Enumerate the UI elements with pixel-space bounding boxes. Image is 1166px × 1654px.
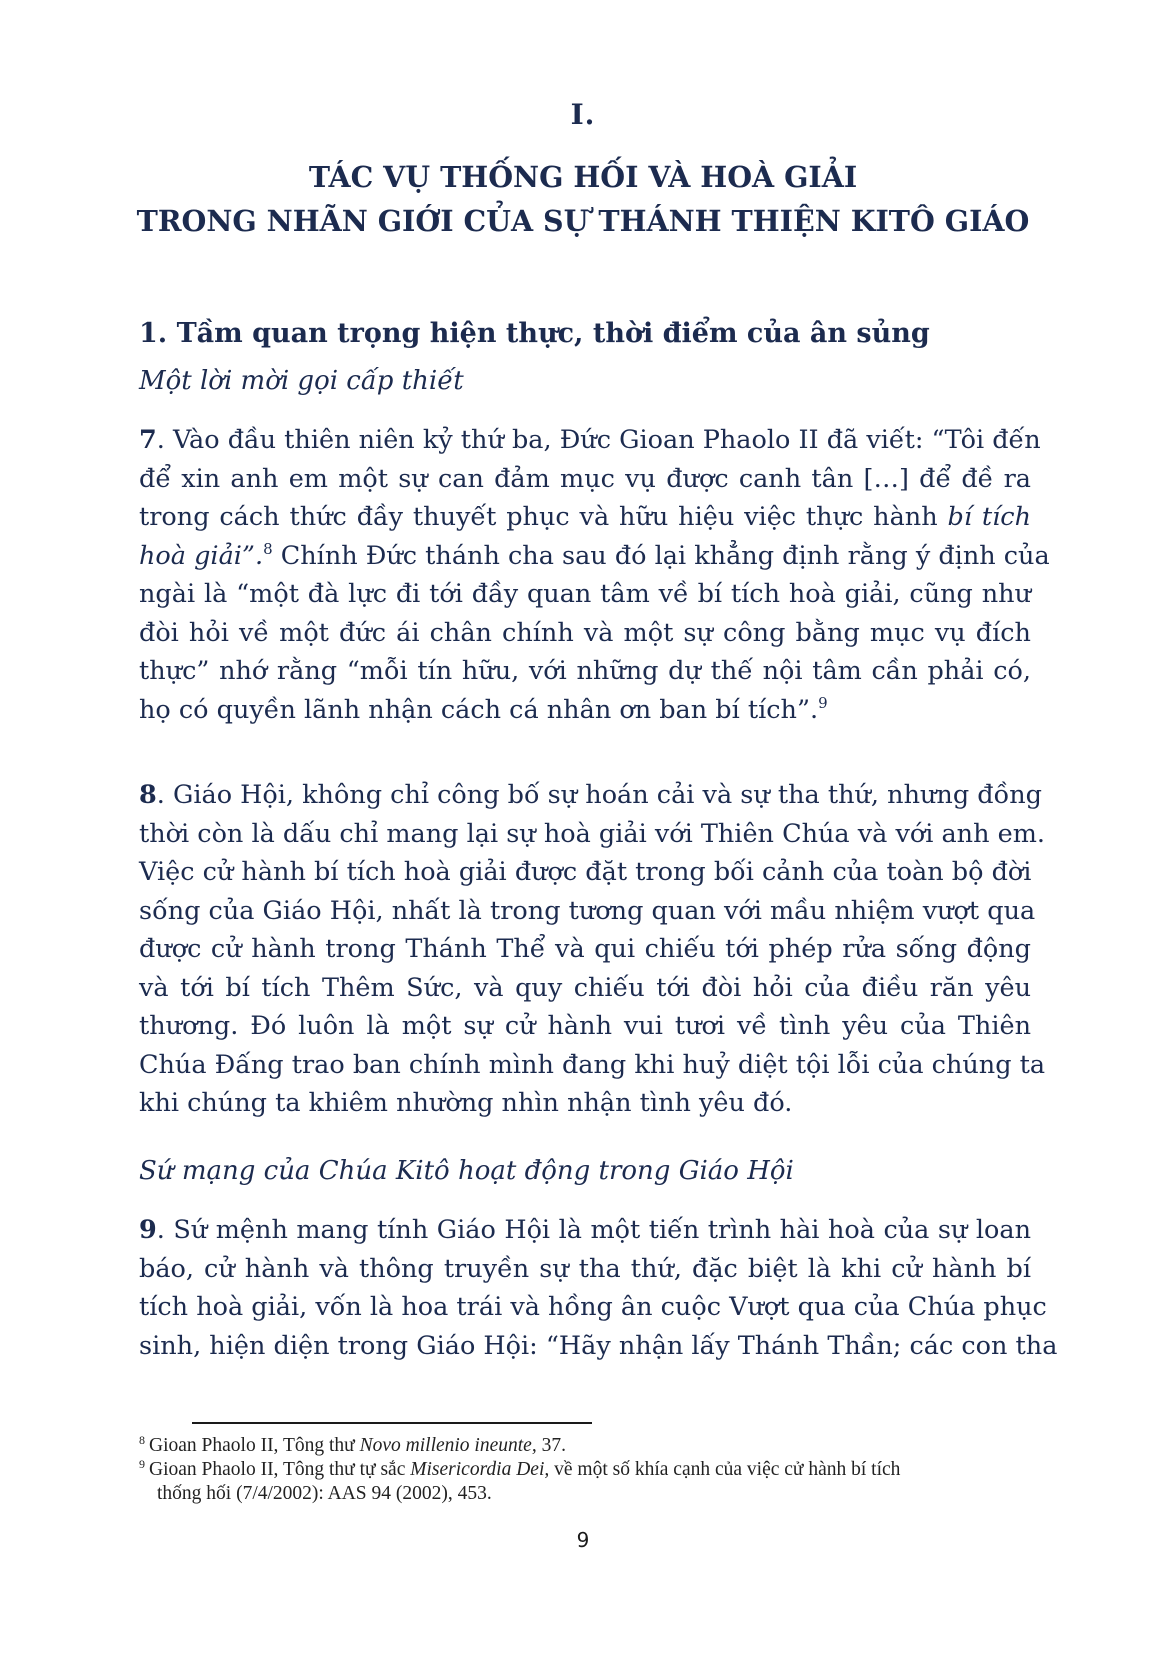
paragraph-line bbox=[139, 1211, 1031, 1250]
paragraph-line: Việc cử hành bí tích hoà giải được đặt trong bối cảnh của toàn bộ đời bbox=[139, 857, 1032, 887]
footnote-italic: Novo millenio ineunte, bbox=[359, 1435, 537, 1456]
paragraph-line: ngài là “một đà lực đi tới đầy quan tâm về bí tích hoà giải, cũng như bbox=[139, 579, 1031, 609]
footnote-separator bbox=[192, 1422, 592, 1424]
paragraph-line: thời còn là dấu chỉ mang lại sự hoà giải với Thiên Chúa và với anh em. bbox=[139, 818, 1046, 849]
footnote-italic: Misericordia Dei, bbox=[410, 1459, 550, 1480]
italic-text: hoà giải”. bbox=[139, 540, 264, 571]
paragraph-line: để xin anh em một sự can đảm mục vụ được canh tân […] để đề ra bbox=[139, 463, 1031, 494]
paragraph-7 bbox=[139, 421, 1050, 729]
line-text: Chính Đức thánh cha sau đó lại khẳng định rằng ý định của bbox=[272, 540, 1050, 571]
footnote-8 bbox=[139, 1434, 1039, 1458]
page-number: 9 bbox=[576, 1528, 590, 1552]
section-heading: 1. Tầm quan trọng hiện thực, thời điểm của ân sủng bbox=[139, 318, 930, 349]
line-text: . Giáo Hội, không chỉ công bố sự hoán cải và sự tha thứ, nhưng đồng bbox=[156, 780, 1042, 810]
chapter-number: I. bbox=[570, 98, 596, 131]
paragraph-number: 9 bbox=[139, 1215, 157, 1245]
footnote-ref-8[interactable]: 8 bbox=[263, 539, 273, 558]
subheading-mission-of-christ: Sứ mạng của Chúa Kitô hoạt động trong Giáo Hội bbox=[139, 1156, 794, 1186]
paragraph-line: sinh, hiện diện trong Giáo Hội: “Hãy nhận lấy Thánh Thần; các con tha bbox=[139, 1330, 1058, 1361]
paragraph-line: Chúa Đấng trao ban chính mình đang khi huỷ diệt tội lỗi của chúng ta bbox=[139, 1049, 1046, 1080]
paragraph-line: thực” nhớ rằng “mỗi tín hữu, với những dự thế nội tâm cần phải có, bbox=[139, 656, 1031, 686]
paragraph-line: tích hoà giải, vốn là hoa trái và hồng ân cuộc Vượt qua của Chúa phục bbox=[139, 1292, 1047, 1322]
line-text: . Vào đầu thiên niên kỷ thứ ba, Đức Gioan Phaolo II đã viết: “Tôi đến bbox=[156, 425, 1041, 455]
footnote-text: Gioan Phaolo II, Tông thư tự sắc bbox=[149, 1459, 411, 1480]
paragraph-line: khi chúng ta khiêm nhường nhìn nhận tình yêu đó. bbox=[139, 1088, 793, 1118]
paragraph-line bbox=[139, 691, 1031, 730]
footnote-text: 37. bbox=[536, 1435, 566, 1456]
paragraph-line: sống của Giáo Hội, nhất là trong tương quan với mầu nhiệm vượt qua bbox=[139, 895, 1036, 926]
paragraph-line bbox=[139, 498, 1031, 537]
paragraph-line bbox=[139, 537, 1050, 576]
paragraph-number: 7 bbox=[139, 425, 157, 455]
footnote-text: Gioan Phaolo II, Tông thư bbox=[149, 1435, 360, 1456]
paragraph-line: được cử hành trong Thánh Thể và qui chiếu tới phép rửa sống động bbox=[139, 934, 1031, 964]
footnote-mark: 9 bbox=[139, 1457, 145, 1471]
footnote-continuation: thống hối (7/4/2002): AAS 94 (2002), 453. bbox=[157, 1483, 492, 1504]
subheading-urgent-invitation: Một lời mời gọi cấp thiết bbox=[139, 366, 464, 396]
footnote-ref-9[interactable]: 9 bbox=[818, 693, 828, 712]
paragraph-number: 8 bbox=[139, 780, 157, 810]
paragraph-line: thương. Đó luôn là một sự cử hành vui tươi về tình yêu của Thiên bbox=[139, 1011, 1031, 1041]
chapter-title bbox=[0, 155, 1166, 243]
italic-text: bí tích bbox=[947, 502, 1031, 532]
line-text: . Sứ mệnh mang tính Giáo Hội là một tiến trình hài hoà của sự loan bbox=[156, 1215, 1031, 1245]
paragraph-line bbox=[139, 776, 1042, 815]
footnote-9 bbox=[139, 1458, 1039, 1506]
paragraph-line: báo, cử hành và thông truyền sự tha thứ, đặc biệt là khi cử hành bí bbox=[139, 1253, 1031, 1284]
chapter-title-line-2: TRONG NHÃN GIỚI CỦA SỰ THÁNH THIỆN KITÔ GIÁO bbox=[136, 204, 1030, 238]
footnote-mark: 8 bbox=[139, 1433, 145, 1447]
footnote-text: về một số khía cạnh của việc cử hành bí tích bbox=[549, 1459, 901, 1480]
line-text: họ có quyền lãnh nhận cách cá nhân ơn ban bí tích”. bbox=[139, 694, 819, 725]
chapter-title-line-1: TÁC VỤ THỐNG HỐI VÀ HOÀ GIẢI bbox=[308, 160, 858, 194]
line-text: trong cách thức đầy thuyết phục và hữu hiệu việc thực hành bbox=[139, 502, 948, 532]
paragraph-line bbox=[139, 421, 1041, 460]
paragraph-line: và tới bí tích Thêm Sức, và quy chiếu tới đòi hỏi của điều răn yêu bbox=[139, 972, 1031, 1003]
paragraph-8 bbox=[139, 776, 1046, 1123]
footnotes bbox=[139, 1434, 1039, 1506]
paragraph-9 bbox=[139, 1211, 1058, 1365]
paragraph-line: đòi hỏi về một đức ái chân chính và một sự công bằng mục vụ đích bbox=[139, 617, 1031, 648]
